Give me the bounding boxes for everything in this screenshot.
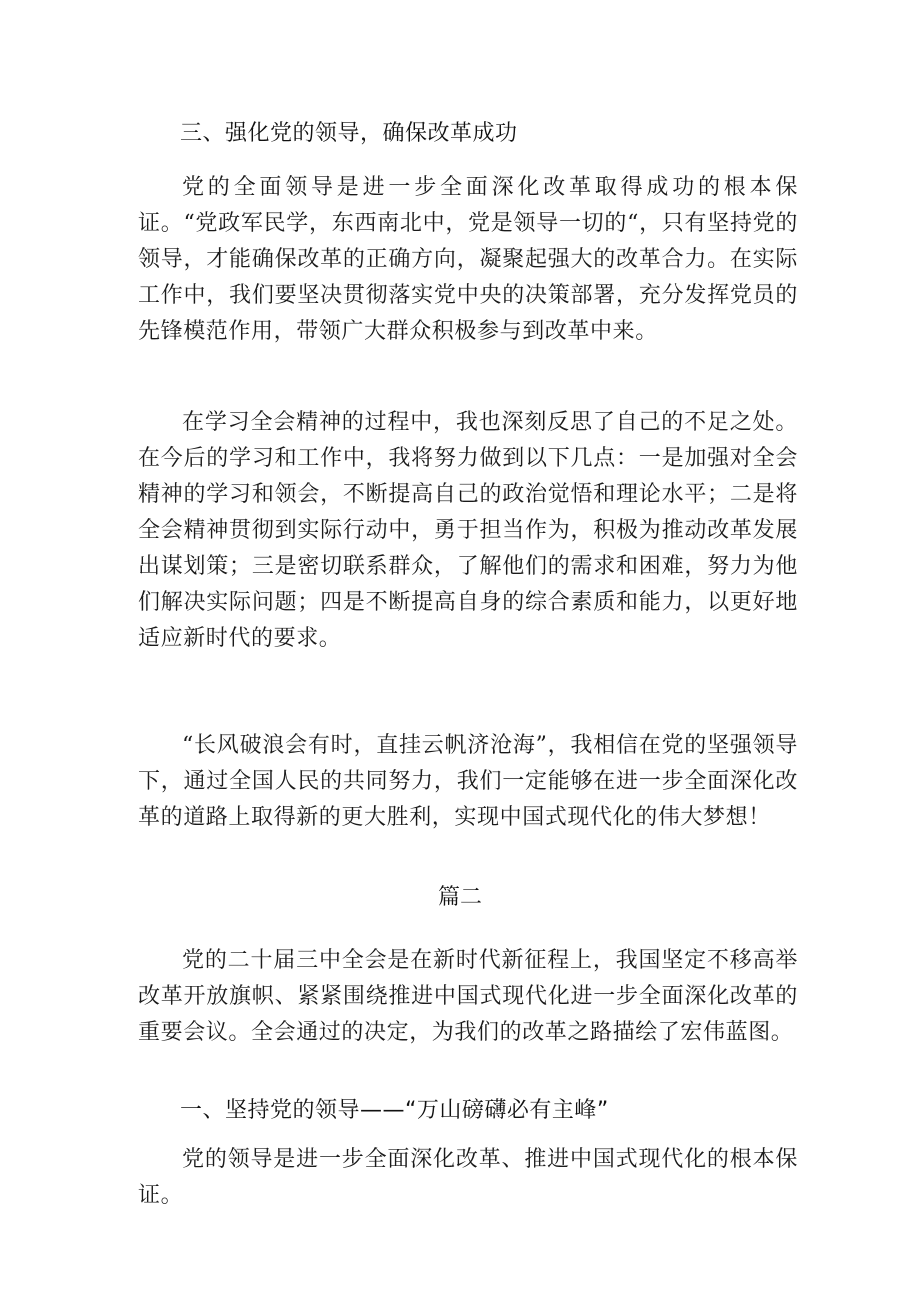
paragraph-conclusion-quote: “长风破浪会有时，直挂云帆济沧海”，我相信在党的坚强领导下，通过全国人民的共同努力，我们一定能够在进一步全面深化改革的道路上取得新的更大胜利，实现中国式现代化的伟大梦想！: [138, 733, 798, 830]
section-heading-strengthen-leadership: 三、强化党的领导，确保改革成功: [180, 121, 518, 146]
paragraph-fundamental-guarantee: 党的领导是进一步全面深化改革、推进中国式现代化的根本保证。: [138, 1147, 798, 1208]
part-two-title: 篇二: [437, 885, 482, 910]
section-heading-uphold-leadership: 一、坚持党的领导——“万山磅礴必有主峰”: [180, 1098, 609, 1123]
paragraph-plenary-intro: 党的二十届三中全会是在新时代新征程上，我国坚定不移高举改革开放旗帜、紧紧围绕推进中国式现代化进一步全面深化改革的重要会议。全会通过的决定，为我们的改革之路描绘了宏伟蓝图。: [138, 948, 798, 1045]
paragraph-party-leadership: 党的全面领导是进一步全面深化改革取得成功的根本保证。“党政军民学，东西南北中，党是领导一切的“，只有坚持党的领导，才能确保改革的正确方向，凝聚起强大的改革合力。在实际工作中，我们要坚决贯彻落实党中央的决策部署，充分发挥党员的先锋模范作用，带领广大群众积极参与到改革中来。: [138, 175, 798, 344]
paragraph-self-reflection: 在学习全会精神的过程中，我也深刻反思了自己的不足之处。在今后的学习和工作中，我将努力做到以下几点：一是加强对全会精神的学习和领会，不断提高自己的政治觉悟和理论水平；二是将全会精神贯彻到实际行动中，勇于担当作为，积极为推动改革发展出谋划策；三是密切联系群众，了解他们的需求和困难，努力为他们解决实际问题；四是不断提高自身的综合素质和能力，以更好地适应新时代的要求。: [138, 410, 798, 651]
